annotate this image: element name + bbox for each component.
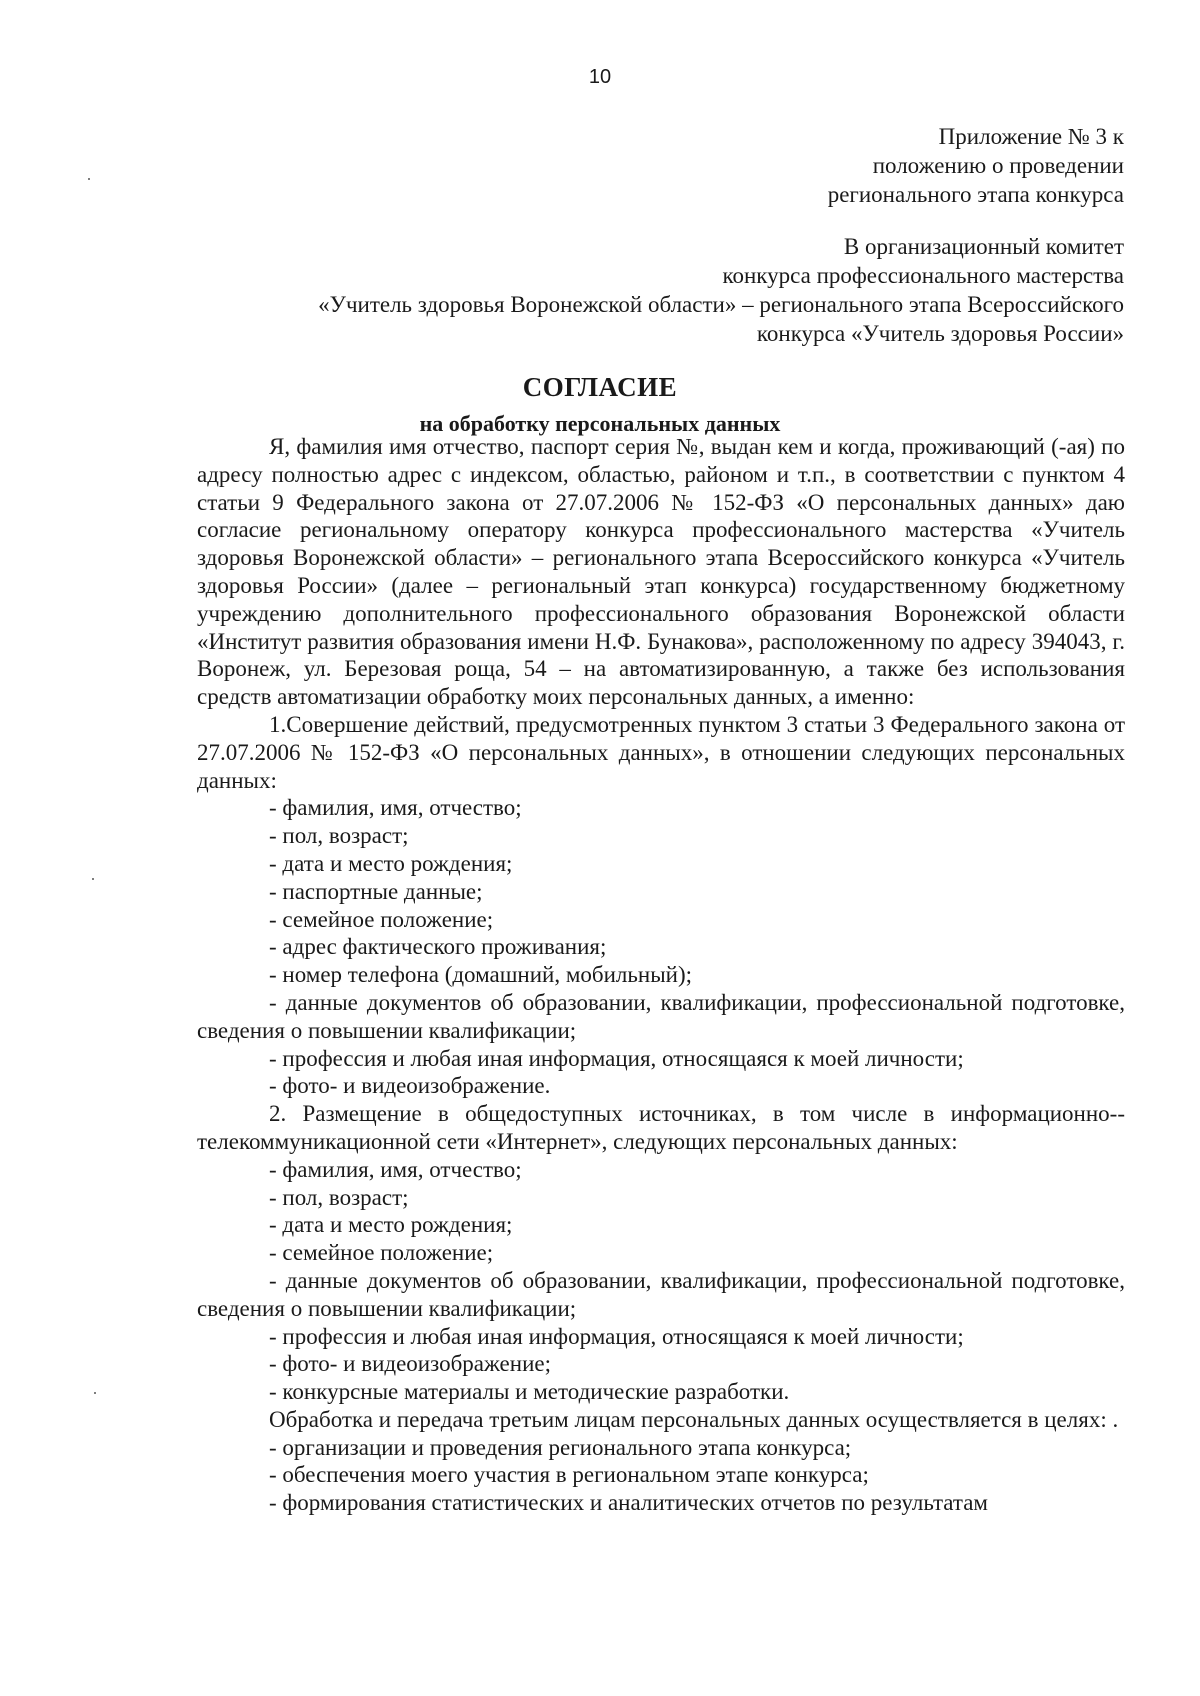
annex-header <box>828 122 1124 209</box>
addressee-line: «Учитель здоровья Воронежской области» – регионального этапа Всероссийского <box>318 292 1124 317</box>
scan-speck <box>92 878 94 880</box>
list-item: - формирования статистических и аналитических отчетов по результатам <box>269 1490 988 1516</box>
annex-line: регионального этапа конкурса <box>827 182 1124 207</box>
list-item: - профессия и любая иная информация, относящаяся к моей личности; <box>269 1323 964 1349</box>
list-item: - номер телефона (домашний, мобильный); <box>269 962 693 988</box>
annex-line: Приложение № 3 к <box>938 124 1124 149</box>
intro-paragraph: Я, фамилия имя отчество, паспорт серия №, выдан кем и когда, проживающий (-ая) по адресу полностью адрес с индексом, областью, районом и т.п., в соответствии с пунктом 4 статьи 9 Федерального закона от 27.07.2006 № 152-ФЗ «О персональных данных» даю согласие региональному оператору конкурса профессионального мастерства «Учитель здоровья Воронежской области» – регионального этапа Всероссийского конкурса «Учитель здоровья России» (далее – региональный этап конкурса) государственному бюджетному учреждению дополнительного профессионального образования Воронежской области «Институт развития образования имени Н.Ф. Бунакова», расположенному по адресу 394043, г. Воронеж, ул. Березовая роща, 54 – на автоматизированную, а также без использования средств автоматизации обработку моих персональных данных, а именно: <box>197 434 1125 710</box>
list-item: - обеспечения моего участия в региональном этапе конкурса; <box>269 1462 869 1488</box>
list-item: - дата и место рождения; <box>269 850 513 876</box>
list-item: - пол, возраст; <box>269 823 409 849</box>
list-item: - фото- и видеоизображение; <box>269 1351 551 1377</box>
document-subtitle: на обработку персональных данных <box>419 411 781 436</box>
document-title: СОГЛАСИЕ <box>522 372 678 402</box>
document-body <box>197 433 1125 1517</box>
list-item: - данные документов об образовании, квалификации, профессиональной подготовке, сведения о повышении квалификации; <box>197 1267 1125 1321</box>
list-item: - данные документов об образовании, квалификации, профессиональной подготовке, сведения о повышении квалификации; <box>197 989 1125 1043</box>
list-item: - адрес фактического проживания; <box>269 934 607 960</box>
addressee-block <box>318 232 1124 348</box>
list-item: - организации и проведения регионального этапа конкурса; <box>269 1434 852 1460</box>
list-item: - фамилия, имя, отчество; <box>269 1156 522 1182</box>
scan-speck <box>88 178 90 180</box>
scan-speck <box>94 1392 96 1394</box>
addressee-line: конкурса профессионального мастерства <box>722 263 1124 288</box>
list-item: - семейное положение; <box>269 906 494 932</box>
list-item: - фото- и видеоизображение. <box>269 1073 551 1099</box>
list-item: - фамилия, имя, отчество; <box>269 795 522 821</box>
addressee-line: В организационный комитет <box>843 234 1124 259</box>
list-item: - дата и место рождения; <box>269 1212 513 1238</box>
list-item: - конкурсные материалы и методические разработки. <box>269 1379 790 1405</box>
list-item: - семейное положение; <box>269 1240 494 1266</box>
list-item: - профессия и любая иная информация, относящаяся к моей личности; <box>269 1045 964 1071</box>
addressee-line: конкурса «Учитель здоровья России» <box>756 321 1124 346</box>
list-item: - паспортные данные; <box>269 878 483 904</box>
list-item: - пол, возраст; <box>269 1184 409 1210</box>
item-1-paragraph: 1.Совершение действий, предусмотренных пунктом 3 статьи 3 Федерального закона от 27.07.2006 № 152-ФЗ «О персональных данных», в отношении следующих персональных данных: <box>197 711 1125 793</box>
item-2-paragraph: 2. Размещение в общедоступных источниках, в том числе в информационно--телекоммуникационной сети «Интернет», следующих персональных данных: <box>197 1101 1125 1154</box>
page-number: 10 <box>588 66 612 88</box>
annex-line: положению о проведении <box>872 153 1124 178</box>
purposes-paragraph: Обработка и передача третьим лицам персональных данных осуществляется в целях: . <box>269 1406 1119 1432</box>
